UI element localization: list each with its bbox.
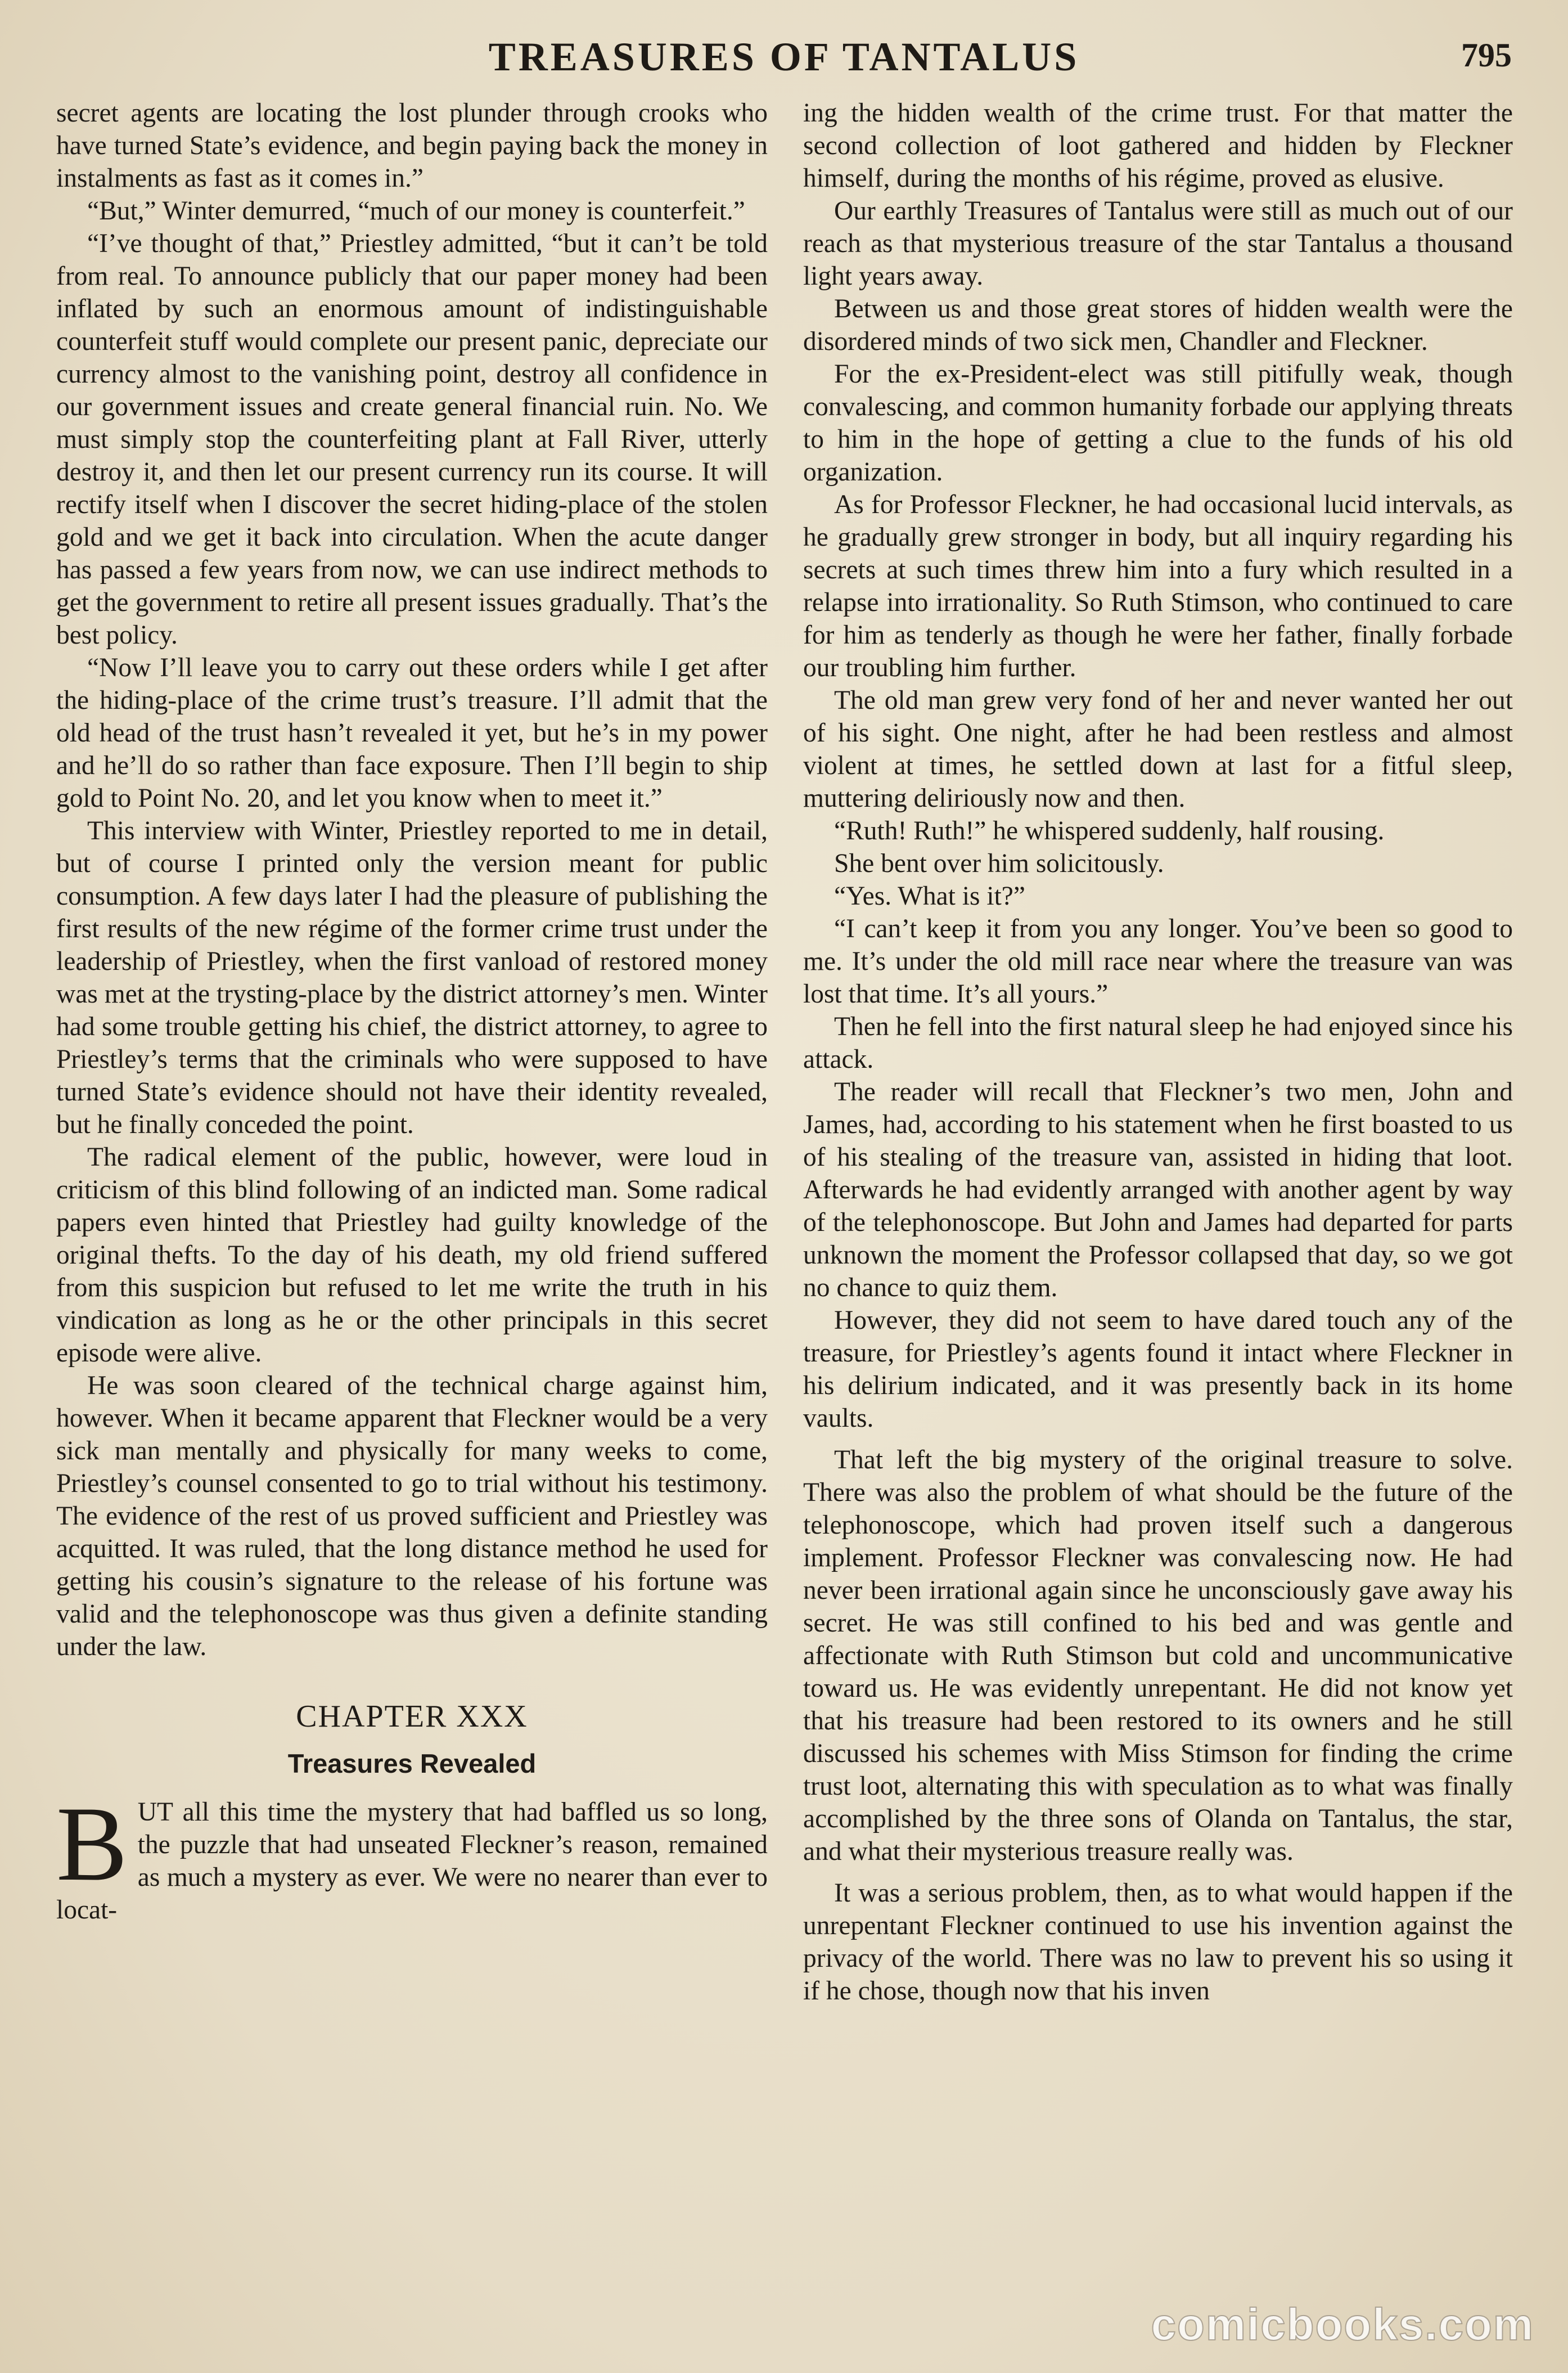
paragraph: “Yes. What is it?” (834, 882, 1025, 911)
paragraph: The reader will recall that Fleckner’s two men, John and James, had, according to his statement when he first boasted to us of his stealing of the treasure van, assisted in hiding that loot. Afterwards he had evidently arranged with another agent by way of the telephonoscope. But John and James had departed for parts unknown the moment the Professor collapsed that day, so we got no chance to quiz them. (803, 1077, 1513, 1302)
page-number: 795 (1461, 37, 1512, 74)
paragraph: For the ex-President-elect was still pitifully weak, though convalescing, and common humanity forbade our applying threats to him in the hope of getting a clue to the funds of his old organization. (803, 359, 1513, 487)
paragraph: However, they did not seem to have dared touch any of the treasure, for Priestley’s agents found it intact where Fleckner in his delirium indicated, and it was presently back in its home vaults. (803, 1306, 1513, 1433)
paragraph: “But,” Winter demurred, “much of our money is counterfeit.” (87, 196, 745, 226)
drop-cap: B (56, 1785, 128, 1903)
paragraph: It was a serious problem, then, as to what would happen if the unrepentant Fleckner continued to use his invention against the privacy of the world. There was no law to prevent his so using it if he chose, though now that his inven (803, 1878, 1513, 2006)
chapter-heading: CHAPTER XXX (296, 1699, 528, 1734)
paragraph: “I can’t keep it from you any longer. You’ve been so good to me. It’s under the old mill race near where the treasure van was lost that time. It’s all yours.” (803, 914, 1513, 1009)
chapter-subtitle: Treasures Revealed (287, 1749, 537, 1778)
paragraph: The old man grew very fond of her and never wanted her out of his sight. One night, after he had been restless and almost violent at times, he settled down at last for a fitful sleep, muttering deliriously now and then. (803, 686, 1513, 813)
paragraph: The radical element of the public, however, were loud in criticism of this blind following of an indicted man. Some radical papers even hinted that Priestley had guilty knowledge of the original thefts. To the day of his death, my old friend suffered from this suspicion but refused to let me write the truth in his vindication as long as he or the other principals in this secret episode were alive. (56, 1143, 768, 1368)
site-watermark: comicbooks.com (1151, 2299, 1534, 2349)
paragraph: Then he fell into the first natural sleep he had enjoyed since his attack. (803, 1012, 1513, 1074)
paragraph: That left the big mystery of the original treasure to solve. There was also the problem of what should be the future of the telephonoscope, which had proven itself such a dangerous implement. Professor Fleckner was convalescing now. He had never been irrational again since he unconsciously gave away his secret. He was still confined to his bed and was gentle and affectionate with Ruth Stimson but cold and uncommunicative toward us. He was evidently unrepentant. He did not know yet that his treasure had been restored to its owners and he still discussed his schemes with Miss Stimson for finding the crime trust loot, alternating this with speculation as to what was finally accomplished by the three sons of Olanda on Tantalus, the star, and what their mysterious treasure really was. (803, 1445, 1513, 1866)
paragraph: “I’ve thought of that,” Priestley admitted, “but it can’t be told from real. To announce publicly that our paper money had been inflated by such an enormous amount of indistinguishable counterfeit stuff would complete our present panic, depreciate our currency almost to the vanishing point, destroy all confidence in our government issues and create general financial ruin. No. We must simply stop the counterfeiting plant at Fall River, utterly destroy it, and then let our present currency run its course. It will rectify itself when I discover the secret hiding-place of the stolen gold and we get it back into circulation. When the acute danger has passed a few years from now, we can use indirect methods to get the government to retire all present issues gradually. That’s the best policy. (56, 229, 768, 650)
page-header (0, 34, 1568, 96)
paragraph: She bent over him solicitously. (834, 849, 1164, 878)
right-column (803, 97, 1513, 2007)
left-column (56, 97, 768, 1926)
paragraph: This interview with Winter, Priestley reported to me in detail, but of course I printed only the version meant for public consumption. A few days later I had the pleasure of publishing the first results of the new régime of the former crime trust under the leadership of Priestley, when the first vanload of restored money was met at the trysting-place by the district attorney’s men. Winter had some trouble getting his chief, the district attorney, to agree to Priestley’s terms that the criminals who were supposed to have turned State’s evidence should not have their identity revealed, but he finally conceded the point. (56, 816, 768, 1139)
opening-text: UT all this time the mystery that had baffled us so long, the puzzle that had unseated Fleckner’s reason, remained as much a mystery as ever. We were no nearer than ever to locat- (56, 1797, 768, 1925)
paragraph: As for Professor Fleckner, he had occasional lucid intervals, as he gradually grew stronger in body, but all inquiry regarding his secrets at such times threw him into a fury which resulted in a relapse into irrationality. So Ruth Stimson, who continued to care for him as tenderly as though he were her father, finally forbade our troubling him further. (803, 490, 1513, 682)
paragraph: He was soon cleared of the technical charge against him, however. When it became apparent that Fleckner would be a very sick man mentally and physically for many weeks to come, Priestley’s counsel consented to go to trial without his testimony. The evidence of the rest of us proved sufficient and Priestley was acquitted. It was ruled, that the long distance method he used for getting his cousin’s signature to the release of his fortune was valid and the telephonoscope was thus given a definite standing under the law. (56, 1371, 768, 1661)
paragraph: secret agents are locating the lost plunder through crooks who have turned State’s evidence, and begin paying back the money in instalments as fast as it comes in.” (56, 98, 768, 193)
paragraph: ing the hidden wealth of the crime trust. For that matter the second collection of loot gathered and hidden by Fleckner himself, during the months of his régime, proved as elusive. (803, 98, 1513, 193)
paragraph: “Ruth! Ruth!” he whispered suddenly, half rousing. (834, 816, 1385, 846)
running-title: TREASURES OF TANTALUS (488, 34, 1080, 79)
paragraph: “Now I’ll leave you to carry out these orders while I get after the hiding-place of the crime trust’s treasure. I’ll admit that the old head of the trust hasn’t revealed it yet, but he’s in my power and he’ll do so rather than face exposure. Then I’ll begin to ship gold to Point No. 20, and let you know when to meet it.” (56, 653, 768, 813)
paragraph: Our earthly Treasures of Tantalus were still as much out of our reach as that mysterious treasure of the star Tantalus a thousand light years away. (803, 196, 1513, 291)
chapter-opening-paragraph (56, 1785, 768, 1926)
paragraph: Between us and those great stores of hidden wealth were the disordered minds of two sick men, Chandler and Fleckner. (803, 294, 1513, 356)
